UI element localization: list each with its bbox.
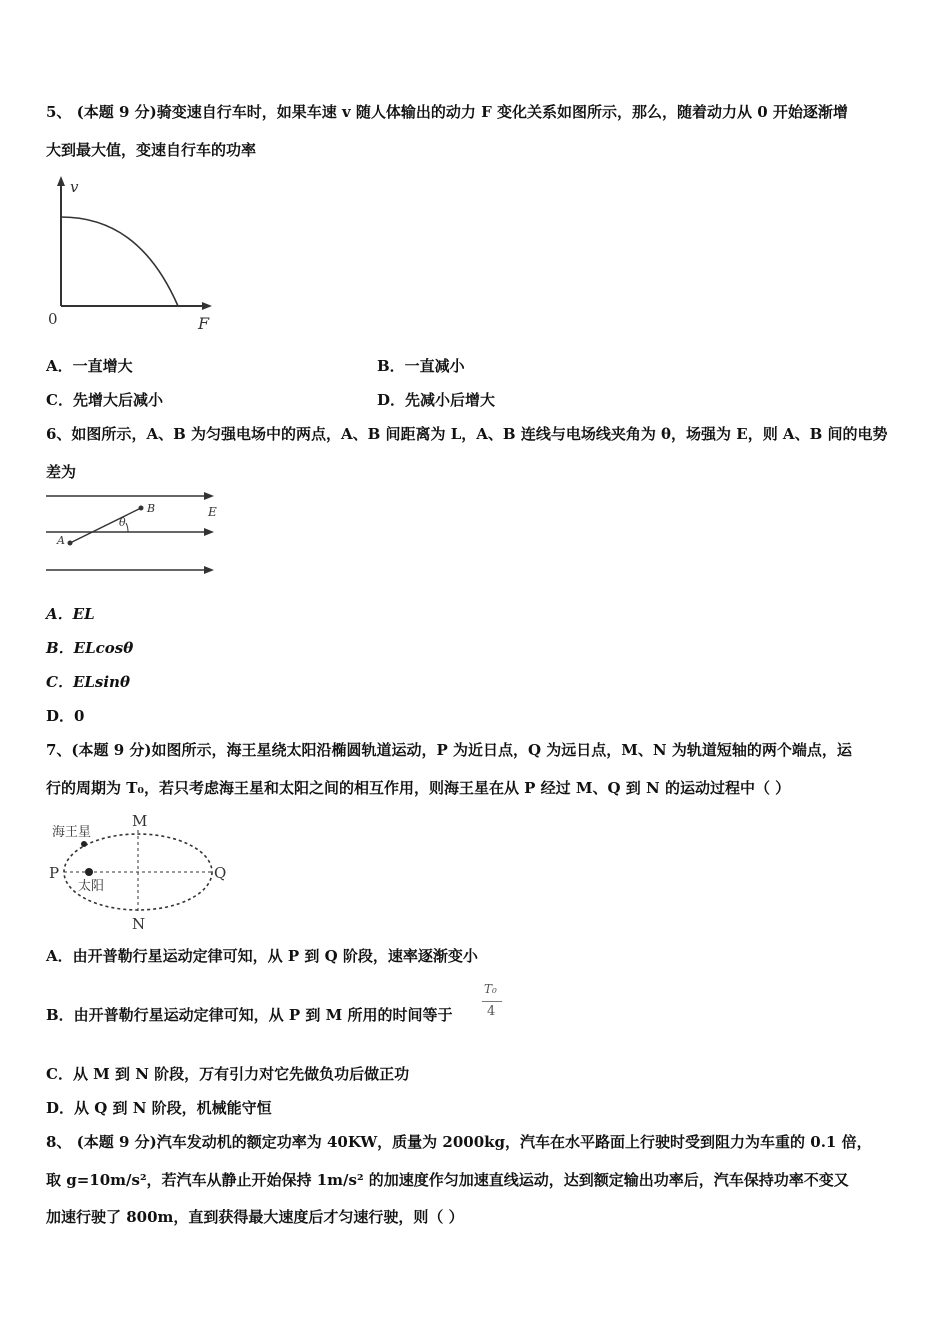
label-sun: 太阳 (78, 879, 105, 894)
graph-f-label: F (198, 314, 210, 333)
q7-option-b-fraction (482, 982, 502, 1026)
label-a: A (57, 534, 65, 547)
q7-option-a[interactable]: A．由开普勒行星运动定律可知，从 P 到 Q 阶段，速率逐渐变小 (46, 947, 478, 965)
graph-v-label: v (70, 178, 79, 196)
neptune-dot (81, 841, 87, 847)
sun-dot (85, 868, 93, 876)
q7-option-b[interactable]: B．由开普勒行星运动定律可知，从 P 到 M 所用的时间等于 (46, 1006, 453, 1024)
q7-option-c[interactable]: C．从 M 到 N 阶段，万有引力对它先做负功后做正功 (46, 1065, 410, 1083)
q6-option-b[interactable]: B．ELcosθ (46, 639, 134, 657)
q8-stem-line2: 取 g=10m/s²，若汽车从静止开始保持 1m/s² 的加速度作匀加速直线运动，达到额定输出功率后，汽车保持功率不变又 (46, 1171, 849, 1189)
q6-option-d[interactable]: D．0 (46, 707, 85, 725)
point-a (68, 541, 73, 546)
q7-stem-line2: 行的周期为 T₀，若只考虑海王星和太阳之间的相互作用，则海王星在从 P 经过 M、Q 到 N 的运动过程中（ ） (46, 779, 791, 797)
q7-stem-line1: 7、(本题 9 分)如图所示，海王星绕太阳沿椭圆轨道运动，P 为近日点，Q 为远日点，M、N 为轨道短轴的两个端点，运 (46, 741, 852, 759)
q5-option-a[interactable]: A．一直增大 (46, 357, 133, 375)
segment-ab (70, 508, 141, 543)
q7-option-d[interactable]: D．从 Q 到 N 阶段，机械能守恒 (46, 1099, 272, 1117)
label-neptune: 海王星 (52, 825, 92, 840)
q6-option-a[interactable]: A．EL (46, 605, 95, 623)
graph-curve (61, 217, 178, 306)
q5-option-d[interactable]: D．先减小后增大 (377, 391, 496, 409)
field-line-top-arrow (204, 492, 214, 500)
q5-option-b[interactable]: B．一直减小 (377, 357, 465, 375)
label-e: E (208, 505, 217, 519)
label-q: Q (214, 864, 227, 882)
q8-stem-line1: 8、 (本题 9 分)汽车发动机的额定功率为 40KW，质量为 2000kg，汽车在水平路面上行驶时受到阻力为车重的 0.1 倍， (46, 1133, 872, 1151)
label-m: M (132, 812, 148, 830)
fraction-denominator: 4 (487, 1004, 496, 1019)
q7-orbit-figure (40, 808, 240, 936)
q5-stem-line2: 大到最大值，变速自行车的功率 (46, 141, 257, 159)
field-line-bottom-arrow (204, 566, 214, 574)
q6-stem-line2: 差为 (46, 463, 77, 481)
q5-stem-line1: 5、 (本题 9 分)骑变速自行车时，如果车速 v 随人体输出的动力 F 变化关系如图所示，那么，随着动力从 0 开始逐渐增 (46, 103, 848, 121)
field-line-mid-arrow (204, 528, 214, 536)
angle-arc (126, 523, 128, 532)
fraction-numerator: T₀ (484, 982, 497, 996)
q5-option-c[interactable]: C．先增大后减小 (46, 391, 163, 409)
q8-stem-line3: 加速行驶了 800m，直到获得最大速度后才匀速行驶，则（ ） (46, 1208, 464, 1226)
q5-velocity-force-graph (40, 172, 230, 340)
point-b (139, 506, 144, 511)
label-b: B (147, 502, 156, 515)
label-theta: θ (119, 516, 126, 529)
label-n: N (132, 915, 146, 933)
graph-v-arrow (57, 176, 65, 186)
graph-f-arrow (202, 302, 212, 310)
fraction-bar (482, 1001, 502, 1002)
q6-electric-field-figure (40, 486, 230, 582)
graph-origin-label: 0 (48, 310, 58, 328)
label-p: P (49, 864, 60, 882)
q6-option-c[interactable]: C．ELsinθ (46, 673, 130, 691)
q6-stem-line1: 6、如图所示，A、B 为匀强电场中的两点，A、B 间距离为 L，A、B 连线与电场线夹角为 θ，场强为 E，则 A、B 间的电势 (46, 425, 888, 443)
